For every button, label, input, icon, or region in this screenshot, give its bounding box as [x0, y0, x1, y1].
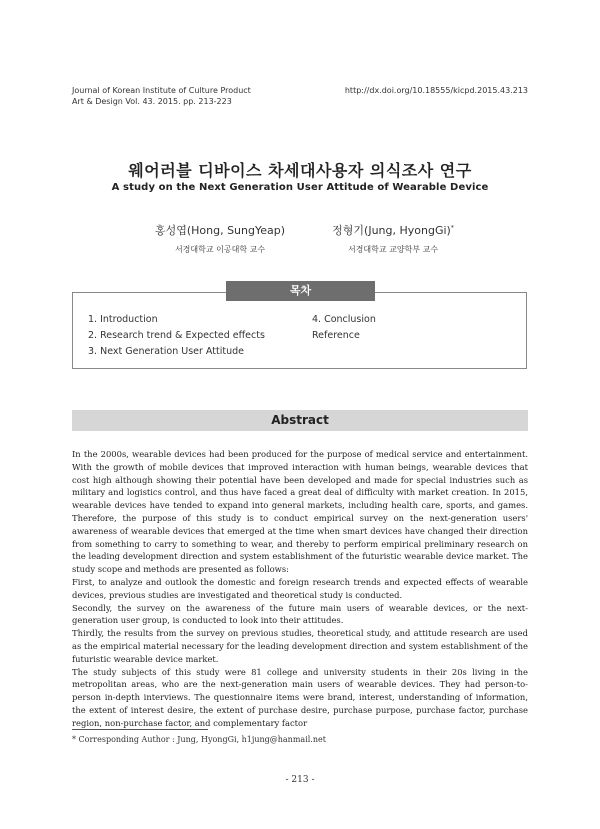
- abstract-paragraph: The study subjects of this study were 81 college and university students in their 20s living in the metropolitan areas, who are the next-generation main users of wearable devices. They had person-to-person in-depth interviews. The questionnaire items were brand, interest, understanding of information, the extent of interest desire, the extent of purchase desire, purchase purpose, purchase factor, purchase region, non-purchase factor, and complementary factor: [72, 666, 528, 728]
- abstract-paragraph: Thirdly, the results from the survey on previous studies, theoretical study, and attitude research are used as the empirical material necessary for the leading development direction and system establishment of the futuristic wearable device market.: [72, 628, 528, 664]
- abstract-body: [72, 448, 528, 730]
- abstract-paragraph: In the 2000s, wearable devices had been produced for the purpose of medical service and entertainment. With the growth of mobile devices that improved interaction with human beings, wearable devices that cost high although showing their potential have been developed and made for special industries such as military and logistics control, and thus have faced a great deal of difficulty with market creation. In 2015, wearable devices have tended to expand into general markets, including health care, sports, and games. Therefore, the purpose of this study is to conduct empirical survey on the next-generation users' awareness of wearable devices that emerged at the time when smart devices have changed their direction from something to carry to something to wear, and thereby to perform empirical preliminary research on the leading development direction and system establishment of the futuristic wearable device market. The study scope and methods are presented as follows:: [72, 449, 528, 575]
- title-korean: 웨어러블 디바이스 차세대사용자 의식조사 연구: [128, 161, 472, 180]
- abstract-paragraph: First, to analyze and outlook the domestic and foreign research trends and expected effects of wearable devices, previous studies are investigated and theoretical study is conducted.: [72, 576, 528, 600]
- corresponding-author-footnote: * Corresponding Author : Jung, HyongGi, h1jung@hanmail.net: [72, 735, 326, 744]
- toc-column-2: [312, 312, 376, 344]
- author-name: 정형기(Jung, HyongGi)*: [332, 224, 454, 237]
- page-number: - 213 -: [285, 775, 315, 785]
- author-2: [308, 222, 478, 255]
- doi-link[interactable]: http://dx.doi.org/10.18555/kicpd.2015.43.213: [344, 86, 528, 95]
- toc-item: 3. Next Generation User Attitude: [88, 346, 244, 357]
- abstract-heading: Abstract: [72, 410, 528, 431]
- title-english: A study on the Next Generation User Attitude of Wearable Device: [111, 182, 489, 193]
- journal-name: Journal of Korean Institute of Culture Product: [72, 86, 251, 95]
- author-name: 홍성엽(Hong, SungYeap): [154, 224, 286, 237]
- journal-volume: Art & Design Vol. 43. 2015. pp. 213-223: [72, 97, 232, 106]
- abstract-paragraph: Secondly, the survey on the awareness of the future main users of wearable devices, or the next-generation user group, is conducted to look into their attitudes.: [72, 602, 528, 626]
- footnote-divider: [72, 729, 208, 730]
- toc-item: Reference: [312, 330, 360, 341]
- toc-column-1: [88, 312, 265, 360]
- author-affiliation: 서경대학교 이공대학 교수: [174, 245, 266, 254]
- journal-info: [72, 85, 251, 107]
- toc-item: 2. Research trend & Expected effects: [88, 330, 265, 341]
- author-affiliation: 서경대학교 교양학부 교수: [347, 245, 439, 254]
- toc-item: 4. Conclusion: [312, 314, 376, 325]
- toc-heading: 목차: [226, 281, 375, 301]
- toc-item: 1. Introduction: [88, 314, 158, 325]
- author-1: [140, 222, 300, 255]
